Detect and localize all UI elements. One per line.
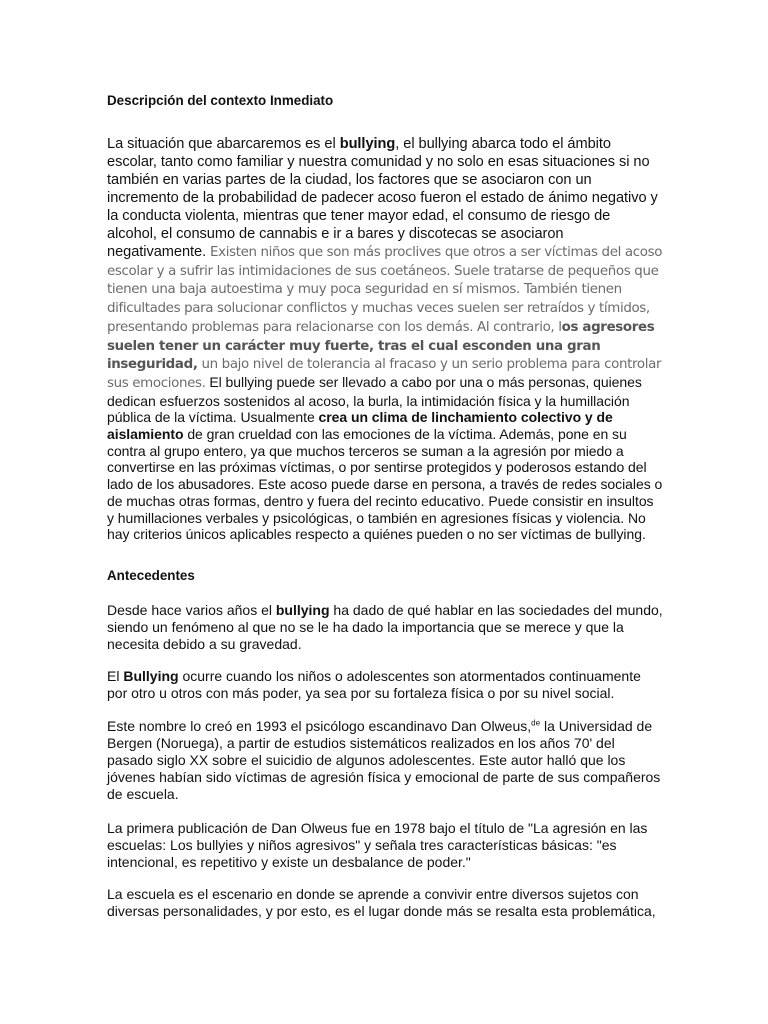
paragraph-contexto: [107, 135, 663, 543]
text-run: Este nombre lo creó en 1993 el psicólogo escandinavo Dan Olweus,: [107, 718, 532, 734]
grey-text-run: un bajo nivel de tolerancia al fracaso y un serio problema para controlar sus emociones.: [107, 357, 662, 391]
section-heading-contexto: Descripción del contexto Inmediato: [107, 93, 334, 108]
text-run: .: [202, 244, 207, 260]
bold-text-run: crea un clima de linchamiento colectivo y de aislamiento: [107, 409, 613, 443]
grey-text-run: Existen niños que son más proclives que otros a ser víctimas del acoso escolar y a sufrir las intimidaciones de sus coetáneos. Suele tratarse de pequeños que tienen una baja autoestima y muy poca seguridad en sí mismos. También tienen dificultades para solucionar conflictos y muchas veces suelen ser retraídos y tímidos, presentando problemas para relacionarse con los demás. Al contrario, l: [107, 245, 663, 335]
superscript: de: [531, 718, 541, 728]
text-run: El: [107, 668, 124, 684]
bold-term-bullying: Bullying: [123, 668, 179, 684]
grey-bold-text-run: os agresores suelen tener un carácter muy fuerte, tras el cual esconden una gran inseguridad,: [107, 319, 655, 373]
text-run: ha dado de qué hablar en las sociedades del mundo, siendo un fenómeno al que no se le ha dado la importancia que se merece y que la necesita debido a su gravedad.: [107, 602, 663, 652]
paragraph-antecedentes-1: [107, 602, 663, 653]
text-run: ocurre cuando los niños o adolescentes son atormentados continuamente por otro u otros con más poder, ya sea por su fortaleza física o por su nivel social.: [107, 668, 641, 701]
paragraph-antecedentes-4: La primera publicación de Dan Olweus fue en 1978 bajo el título de "La agresión en las escuelas: Los bullyies y niños agresivos" y señala tres características básicas: "es intencional, es repetitivo y existe un desbalance de poder.": [107, 820, 648, 870]
text-run: de gran crueldad con las emociones de la víctima. Además, pone en su contra al grupo entero, ya que muchos terceros se suman a la agresión por miedo a convertirse en las próximas víctimas, o por sentirse protegidos y poderosos estando del lado de los abusadores. Este acoso puede darse en persona, a través de redes sociales o de muchas otras formas, dentro y fuera del recinto educativo. Puede consistir en insultos y humillaciones verbales y psicológicas, o también en agresiones físicas y violencia. No hay criterios únicos aplicables respecto a quiénes pueden o no ser víctimas de bullying.: [107, 426, 663, 543]
text-run: negativamente: [107, 244, 203, 260]
text-run: , el bullying abarca todo el ámbito escolar, tanto como familiar y nuestra comunidad y no solo en esas situaciones si no también en varias partes de la ciudad, los factores que se asociaron con un incremento de la probabilidad de padecer acoso fueron el estado de ánimo negativo y la conducta violenta, mientras que tener mayor edad, el consumo de riesgo de alcohol, el consumo de cannabis e ir a bares y discotecas se asociaron: [107, 136, 658, 242]
text-run: La situación que abarcaremos es el: [107, 136, 340, 152]
paragraph-antecedentes-3: [107, 718, 663, 803]
paragraph-antecedentes-2: [107, 668, 663, 702]
bold-term-bullying: bullying: [339, 136, 396, 152]
text-run: Desde hace varios años el: [107, 602, 276, 618]
text-run: la Universidad de Bergen (Noruega), a partir de estudios sistemáticos realizados en los años 70' del pasado siglo XX sobre el suicidio de algunos adolescentes. Este autor halló que los jóvenes habían sido víctimas de agresión física y emocional de parte de sus compañeros de escuela.: [107, 718, 661, 802]
bold-term-bullying: bullying: [275, 602, 330, 618]
paragraph-antecedentes-5: La escuela es el escenario en donde se aprende a convivir entre diversos sujetos con diversas personalidades, y por esto, es el lugar donde más se resalta esta problemática,: [107, 886, 656, 919]
section-heading-antecedentes: Antecedentes: [107, 568, 195, 583]
text-run: El bullying puede ser llevado a cabo por una o más personas, quienes dedican esfuerzos sostenidos al acoso, la burla, la intimidación física y la humillación pública de la víctima. Usualmente: [107, 373, 642, 426]
